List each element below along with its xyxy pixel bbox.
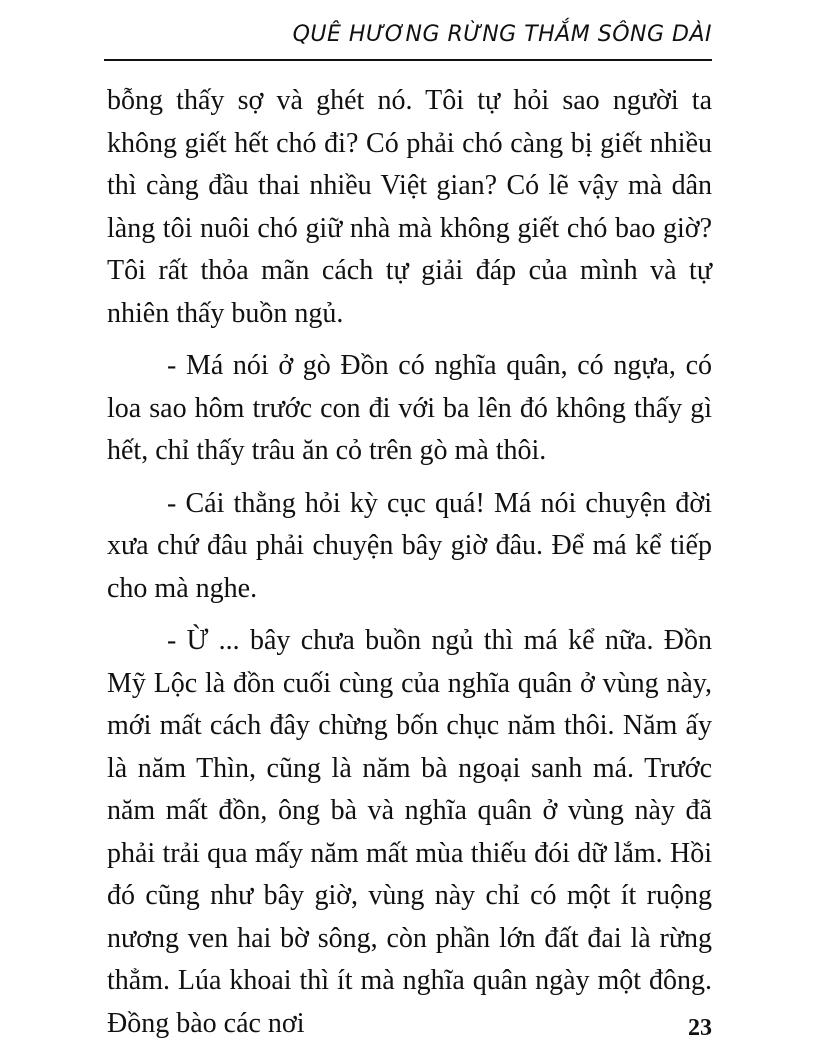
header-rule (104, 59, 712, 61)
paragraph-4: - Ừ ... bây chưa buồn ngủ thì má kể nữa. Đồn Mỹ Lộc là đồn cuối cùng của nghĩa quân ở vùng này, mới mất cách đây chừng bốn chục năm thôi. Năm ấy là năm Thìn, cũng là năm bà ngoại sanh má. Trước năm mất đồn, ông bà và nghĩa quân ở vùng này đã phải trải qua mấy năm mất mùa thiếu đói dữ lắm. Hồi đó cũng như bây giờ, vùng này chỉ có một ít ruộng nương ven hai bờ sông, còn phần lớn đất đai là rừng thẳm. Lúa khoai thì ít mà nghĩa quân ngày một đông. Đồng bào các nơi (107, 625, 712, 1039)
body-text (107, 80, 712, 1055)
paragraph-2: - Má nói ở gò Đồn có nghĩa quân, có ngựa, có loa sao hôm trước con đi với ba lên đó không thấy gì hết, chỉ thấy trâu ăn cỏ trên gò mà thôi. (107, 350, 712, 466)
paragraph-3: - Cái thằng hỏi kỳ cục quá! Má nói chuyện đời xưa chứ đâu phải chuyện bây giờ đâu. Để má kể tiếp cho mà nghe. (107, 487, 712, 604)
page-number: 23 (688, 1015, 712, 1041)
paragraph-1: bỗng thấy sợ và ghét nó. Tôi tự hỏi sao người ta không giết hết chó đi? Có phải chó càng bị giết nhiều thì càng đầu thai nhiều Việt gian? Có lẽ vậy mà dân làng tôi nuôi chó giữ nhà mà không giết chó bao giờ? Tôi rất thỏa mãn cách tự giải đáp của mình và tự nhiên thấy buồn ngủ. (107, 85, 712, 329)
running-header-title: QUÊ HƯƠNG RỪNG THẮM SÔNG DÀI (292, 22, 712, 47)
